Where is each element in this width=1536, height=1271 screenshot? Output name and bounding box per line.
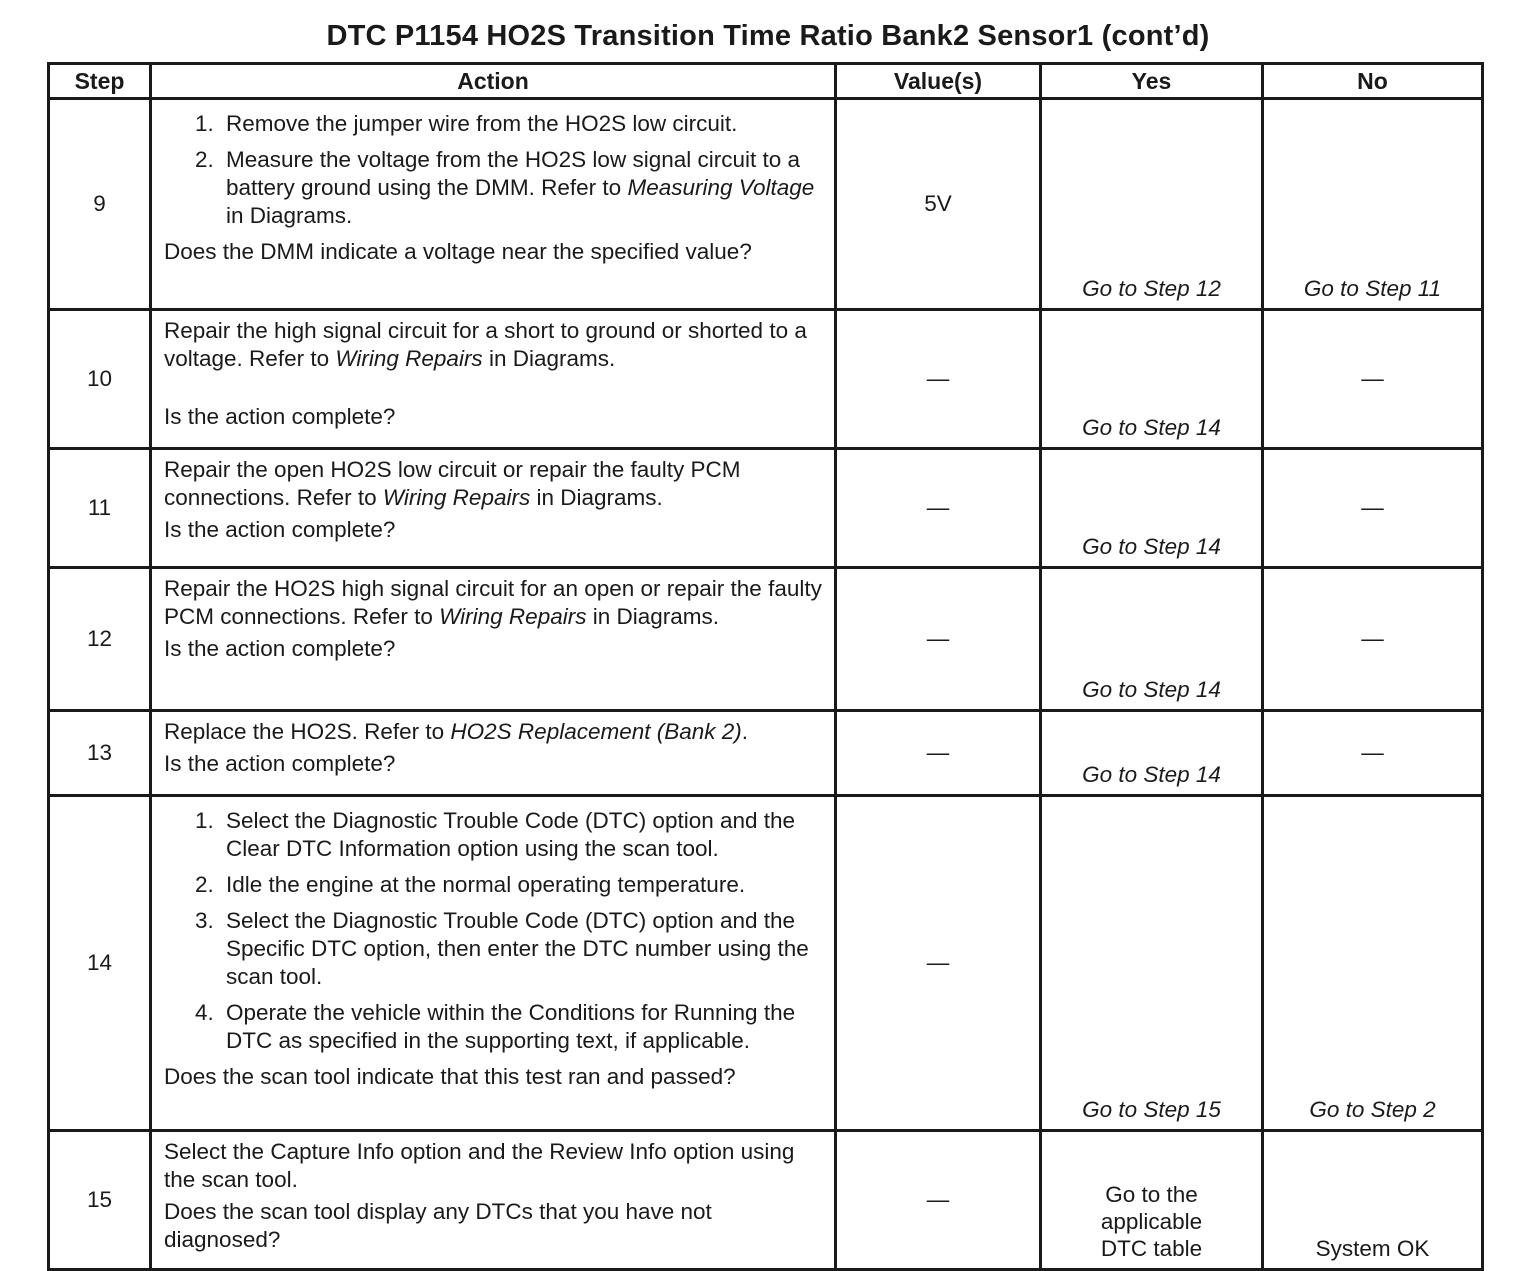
yes-cell: Go to Step 14 xyxy=(1041,568,1263,711)
action-text: Repair the open HO2S low circuit or repair the faulty PCM connections. Refer to Wiring Repairs in Diagrams. xyxy=(164,457,741,510)
action-step: 2. Idle the engine at the normal operating temperature. xyxy=(220,871,824,899)
value-cell: — xyxy=(836,711,1041,796)
no-cell: Go to Step 2 xyxy=(1263,796,1483,1131)
yes-cell: Go to Step 12 xyxy=(1041,99,1263,310)
page-title: DTC P1154 HO2S Transition Time Ratio Bank2 Sensor1 (cont’d) xyxy=(326,20,1210,52)
action-step: 1. Select the Diagnostic Trouble Code (DTC) option and the Clear DTC Information option using the scan tool. xyxy=(220,807,824,863)
no-cell: — xyxy=(1263,310,1483,449)
action-question: Does the scan tool indicate that this test ran and passed? xyxy=(164,1064,736,1089)
yes-cell: Go to the applicable DTC table xyxy=(1041,1131,1263,1270)
action-question: Does the scan tool display any DTCs that you have not diagnosed? xyxy=(164,1199,712,1252)
no-cell: Go to Step 11 xyxy=(1263,99,1483,310)
step-number: 15 xyxy=(49,1131,151,1270)
header-yes: Yes xyxy=(1041,64,1263,99)
action-cell xyxy=(151,711,836,796)
table-row xyxy=(49,568,1483,711)
header-action: Action xyxy=(151,64,836,99)
yes-cell: Go to Step 14 xyxy=(1041,711,1263,796)
table-row xyxy=(49,99,1483,310)
yes-cell: Go to Step 15 xyxy=(1041,796,1263,1131)
reference-link: Wiring Repairs xyxy=(439,604,587,629)
no-cell: System OK xyxy=(1263,1131,1483,1270)
header-values: Value(s) xyxy=(836,64,1041,99)
reference-link: Measuring Voltage xyxy=(627,175,815,200)
yes-cell: Go to Step 14 xyxy=(1041,310,1263,449)
no-cell: — xyxy=(1263,568,1483,711)
action-cell xyxy=(151,310,836,449)
action-question: Is the action complete? xyxy=(164,517,396,542)
action-text: Repair the high signal circuit for a short to ground or shorted to a voltage. Refer to Wiring Repairs in Diagrams. xyxy=(164,318,807,371)
step-number: 14 xyxy=(49,796,151,1131)
value-cell: — xyxy=(836,796,1041,1131)
action-cell xyxy=(151,1131,836,1270)
table-row xyxy=(49,449,1483,568)
action-text: Select the Capture Info option and the Review Info option using the scan tool. xyxy=(164,1139,795,1192)
reference-link: Wiring Repairs xyxy=(382,485,531,510)
action-question: Does the DMM indicate a voltage near the specified value? xyxy=(164,239,752,264)
header-row xyxy=(49,64,1483,99)
header-no: No xyxy=(1263,64,1483,99)
step-number: 10 xyxy=(49,310,151,449)
no-cell: — xyxy=(1263,449,1483,568)
action-text: Repair the HO2S high signal circuit for an open or repair the faulty PCM connections. Refer to Wiring Repairs in Diagrams. xyxy=(164,576,822,629)
action-steps-list xyxy=(164,110,824,230)
action-cell xyxy=(151,796,836,1131)
action-cell xyxy=(151,568,836,711)
action-steps-list xyxy=(164,807,824,1055)
action-step: 1. Remove the jumper wire from the HO2S low circuit. xyxy=(220,110,824,138)
table-row xyxy=(49,1131,1483,1270)
action-step: 4. Operate the vehicle within the Conditions for Running the DTC as specified in the supporting text, if applicable. xyxy=(220,999,824,1055)
table-row xyxy=(49,310,1483,449)
action-cell xyxy=(151,449,836,568)
step-number: 11 xyxy=(49,449,151,568)
reference-link: HO2S Replacement (Bank 2) xyxy=(450,719,742,744)
step-number: 12 xyxy=(49,568,151,711)
header-step: Step xyxy=(49,64,151,99)
no-cell: — xyxy=(1263,711,1483,796)
table-row xyxy=(49,711,1483,796)
table-row xyxy=(49,796,1483,1131)
value-cell: — xyxy=(836,310,1041,449)
action-cell xyxy=(151,99,836,310)
reference-link: Wiring Repairs xyxy=(335,346,483,371)
step-number: 9 xyxy=(49,99,151,310)
yes-cell: Go to Step 14 xyxy=(1041,449,1263,568)
value-cell: — xyxy=(836,1131,1041,1270)
action-step: 2. Measure the voltage from the HO2S low signal circuit to a battery ground using the DMM. Refer to Measuring Voltage in Diagrams. xyxy=(220,146,824,230)
value-cell: — xyxy=(836,449,1041,568)
action-question: Is the action complete? xyxy=(164,404,396,429)
action-text: Replace the HO2S. Refer to HO2S Replacement (Bank 2). xyxy=(164,719,749,744)
action-step: 3. Select the Diagnostic Trouble Code (DTC) option and the Specific DTC option, then enter the DTC number using the scan tool. xyxy=(220,907,824,991)
value-cell: — xyxy=(836,568,1041,711)
action-question: Is the action complete? xyxy=(164,751,396,776)
step-number: 13 xyxy=(49,711,151,796)
value-cell: 5V xyxy=(836,99,1041,310)
diagnostic-table xyxy=(47,62,1484,1271)
action-question: Is the action complete? xyxy=(164,636,396,661)
